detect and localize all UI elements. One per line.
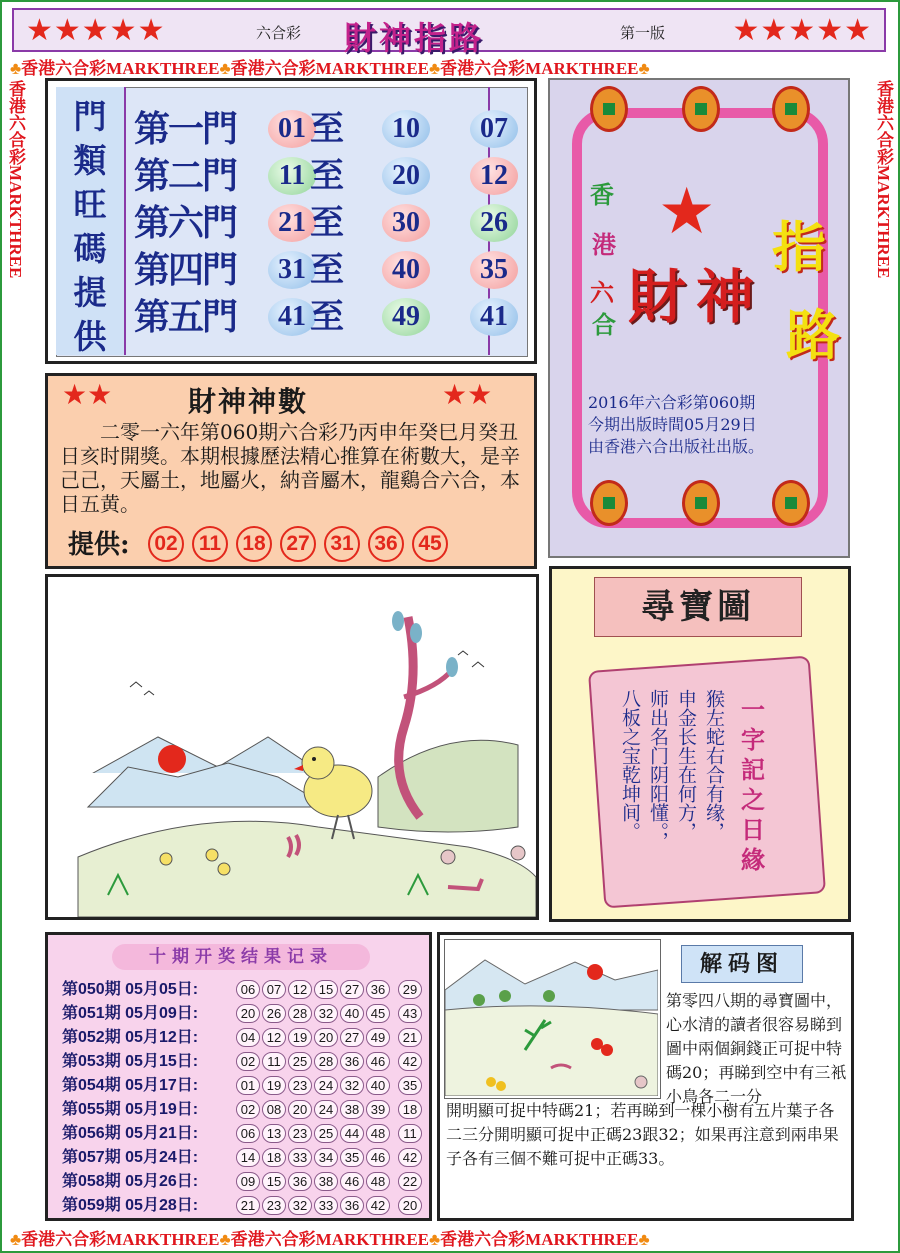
- record-number: 36: [366, 980, 390, 999]
- record-label: 第051期 05月09日:: [62, 1005, 199, 1022]
- record-special-number: 22: [398, 1172, 422, 1191]
- star-icon: ★: [658, 175, 716, 249]
- record-number: 39: [366, 1100, 390, 1119]
- header-bar: [12, 8, 886, 57]
- door-from: 31: [268, 251, 316, 289]
- record-special-number: 21: [398, 1028, 422, 1047]
- door-pick: 12: [470, 157, 518, 195]
- door-to-word: 至: [310, 250, 344, 290]
- record-number: 27: [340, 980, 364, 999]
- record-number: 07: [262, 980, 286, 999]
- record-number: 28: [288, 1004, 312, 1023]
- record-label: 第056期 05月21日:: [62, 1125, 199, 1142]
- record-number: 15: [314, 980, 338, 999]
- record-number: 33: [288, 1148, 312, 1167]
- record-number: 24: [314, 1100, 338, 1119]
- lucky-number: 36: [368, 526, 404, 562]
- lottery-name: 六合彩: [256, 24, 302, 42]
- provide-label: 提供:: [68, 530, 130, 560]
- door-numbers-box: [45, 78, 537, 364]
- door-name: 第六門: [134, 202, 237, 244]
- coin-icon: [772, 480, 810, 526]
- record-number: 11: [262, 1052, 286, 1071]
- header-stars-right: ★★★★★: [732, 13, 872, 48]
- record-number: 32: [314, 1004, 338, 1023]
- record-number: 36: [340, 1196, 364, 1215]
- god-stars-left: ★★: [62, 378, 113, 411]
- god-paragraph: 二零一六年第060期六合彩乃丙申年癸巳月癸丑日亥时開獎。本期根據歷法精心推算在術數大，是辛己己，天屬土，地屬火，納音屬木，龍鷄合六合，本日五黄。: [60, 420, 520, 516]
- record-number: 38: [314, 1172, 338, 1191]
- record-number: 32: [340, 1076, 364, 1095]
- poem-line-2: 申金长生在何方，: [675, 689, 697, 841]
- page-title: 財神指路: [344, 19, 485, 57]
- record-special-number: 11: [398, 1124, 422, 1143]
- door-pick: 35: [470, 251, 518, 289]
- record-number: 49: [366, 1028, 390, 1047]
- lucky-number: 31: [324, 526, 360, 562]
- decode-title: 解码图: [681, 945, 803, 983]
- door-pick: 26: [470, 204, 518, 242]
- record-label: 第050期 05月05日:: [62, 981, 199, 998]
- poster-zhi: 指: [772, 215, 826, 279]
- record-special-number: 42: [398, 1148, 422, 1167]
- record-number: 40: [340, 1004, 364, 1023]
- record-label: 第057期 05月24日:: [62, 1149, 199, 1166]
- door-row: [134, 246, 534, 294]
- record-number: 20: [288, 1100, 312, 1119]
- record-special-number: 29: [398, 980, 422, 999]
- record-number: 13: [262, 1124, 286, 1143]
- record-label: 第054期 05月17日:: [62, 1077, 199, 1094]
- poster-info: [588, 392, 764, 458]
- treasure-map-box: [549, 566, 851, 922]
- record-number: 02: [236, 1052, 260, 1071]
- side-char: 碼: [73, 229, 107, 268]
- decode-text-upper: 第零四八期的尋寶圖中，心水清的讀者很容易睇到圖中兩個銅錢正可捉中特碼20；再睇到空中有三衹小鳥各二一分: [666, 991, 847, 1106]
- record-number: 32: [288, 1196, 312, 1215]
- door-name: 第五門: [134, 296, 237, 338]
- date-line: 今期出版時間05月29日: [588, 415, 757, 434]
- record-number: 36: [288, 1172, 312, 1191]
- door-row: [134, 152, 534, 200]
- record-label: 第053期 05月15日:: [62, 1053, 199, 1070]
- door-side-label: [56, 87, 126, 355]
- record-number: 20: [236, 1004, 260, 1023]
- god-stars-right: ★★: [442, 378, 493, 411]
- door-to-word: 至: [310, 156, 344, 196]
- record-number: 48: [366, 1124, 390, 1143]
- records-title: 十期开奖结果记录: [112, 944, 370, 970]
- lucky-number: 11: [192, 526, 228, 562]
- record-number: 25: [314, 1124, 338, 1143]
- record-number: 36: [340, 1052, 364, 1071]
- record-number: 33: [314, 1196, 338, 1215]
- record-number: 23: [288, 1076, 312, 1095]
- god-numbers-box: [45, 373, 537, 569]
- record-number: 21: [236, 1196, 260, 1215]
- side-char: 旺: [73, 185, 107, 224]
- poster-char: 香: [590, 180, 614, 209]
- coin-icon: [682, 86, 720, 132]
- record-number: 24: [314, 1076, 338, 1095]
- door-to: 10: [382, 110, 430, 148]
- side-char: 類: [73, 141, 107, 180]
- lucky-number: 02: [148, 526, 184, 562]
- record-special-number: 20: [398, 1196, 422, 1215]
- poster-shen: 神: [696, 263, 755, 331]
- door-name: 第四門: [134, 249, 237, 291]
- treasure-title: 尋寶圖: [594, 577, 802, 637]
- record-number: 18: [262, 1148, 286, 1167]
- record-number: 45: [366, 1004, 390, 1023]
- door-from: 01: [268, 110, 316, 148]
- poem-line-3: 师出名门阴阳懂。，: [647, 689, 669, 851]
- border-strip-top: ♣香港六合彩MARKTHREE♣香港六合彩MARKTHREE♣香港六合彩MARKTHREE♣: [10, 59, 650, 78]
- record-label: 第058期 05月26日:: [62, 1173, 199, 1190]
- coin-icon: [590, 86, 628, 132]
- record-number: 19: [262, 1076, 286, 1095]
- border-strip-right: 香港六合彩MARKTHREE: [874, 80, 893, 279]
- lucky-number: 27: [280, 526, 316, 562]
- record-number: 35: [340, 1148, 364, 1167]
- poster-char: 港: [592, 230, 616, 259]
- door-name: 第二門: [134, 155, 237, 197]
- record-number: 14: [236, 1148, 260, 1167]
- record-number: 48: [366, 1172, 390, 1191]
- record-number: 02: [236, 1100, 260, 1119]
- poster-lu: 路: [786, 303, 840, 367]
- door-to: 30: [382, 204, 430, 242]
- record-number: 12: [288, 980, 312, 999]
- coin-icon: [590, 480, 628, 526]
- coin-icon: [682, 480, 720, 526]
- lucky-number: 45: [412, 526, 448, 562]
- record-special-number: 43: [398, 1004, 422, 1023]
- record-number: 23: [288, 1124, 312, 1143]
- record-number: 20: [314, 1028, 338, 1047]
- record-number: 46: [366, 1148, 390, 1167]
- record-number: 06: [236, 1124, 260, 1143]
- chick-landscape-illustration: [48, 577, 536, 917]
- door-pick: 41: [470, 298, 518, 336]
- door-row: [134, 199, 534, 247]
- poster-char: 合: [592, 310, 616, 339]
- lucky-number: 18: [236, 526, 272, 562]
- door-row: [134, 293, 534, 341]
- record-label: 第052期 05月12日:: [62, 1029, 199, 1046]
- door-name: 第一門: [134, 108, 237, 150]
- record-number: 46: [366, 1052, 390, 1071]
- record-special-number: 18: [398, 1100, 422, 1119]
- door-to: 40: [382, 251, 430, 289]
- record-number: 46: [340, 1172, 364, 1191]
- door-from: 21: [268, 204, 316, 242]
- coin-icon: [772, 86, 810, 132]
- record-number: 27: [340, 1028, 364, 1047]
- decode-box: [437, 932, 854, 1221]
- door-to: 49: [382, 298, 430, 336]
- decode-landscape-illustration: [445, 940, 658, 1096]
- decode-text-lower: 開明顯可捉中特碼21；若再睇到一棵小樹有五片葉子各二三分開明顯可捉中正碼23跟32；如果再注意到兩串果子各有三個不難可捉中正碼33。: [446, 1101, 839, 1168]
- poem-key-phrase: 一字記之日緣: [741, 695, 765, 874]
- border-strip-bottom: ♣香港六合彩MARKTHREE♣香港六合彩MARKTHREE♣香港六合彩MARKTHREE♣: [10, 1230, 650, 1249]
- record-number: 09: [236, 1172, 260, 1191]
- record-special-number: 42: [398, 1052, 422, 1071]
- record-number: 34: [314, 1148, 338, 1167]
- record-number: 28: [314, 1052, 338, 1071]
- record-number: 01: [236, 1076, 260, 1095]
- record-number: 44: [340, 1124, 364, 1143]
- record-number: 12: [262, 1028, 286, 1047]
- record-number: 19: [288, 1028, 312, 1047]
- poem-line-4: 八板之宝乾坤间。: [619, 689, 641, 841]
- side-char: 供: [73, 317, 107, 356]
- record-number: 06: [236, 980, 260, 999]
- border-strip-left: 香港六合彩MARKTHREE: [6, 80, 25, 279]
- record-number: 40: [366, 1076, 390, 1095]
- record-label: 第059期 05月28日:: [62, 1197, 199, 1214]
- door-to-word: 至: [310, 203, 344, 243]
- god-title: 財神神數: [188, 385, 309, 418]
- publisher-line: 由香港六合出版社出版。: [588, 437, 765, 456]
- door-from: 11: [268, 157, 316, 195]
- puzzle-illustration: [45, 574, 539, 920]
- side-char: 門: [73, 97, 107, 136]
- record-number: 23: [262, 1196, 286, 1215]
- record-number: 04: [236, 1028, 260, 1047]
- record-number: 08: [262, 1100, 286, 1119]
- decode-illustration: [444, 939, 661, 1099]
- record-number: 38: [340, 1100, 364, 1119]
- door-pick: 07: [470, 110, 518, 148]
- edition-label: 第一版: [620, 24, 666, 42]
- record-number: 15: [262, 1172, 286, 1191]
- door-to: 20: [382, 157, 430, 195]
- side-char: 提: [73, 273, 107, 312]
- results-record-box: [45, 932, 432, 1221]
- door-row: [134, 105, 534, 153]
- poem-line-1: 猴左蛇右合有缘，: [703, 689, 725, 841]
- title-poster: [548, 78, 850, 558]
- header-stars-left: ★★★★★: [26, 13, 166, 48]
- poster-char: 六: [590, 278, 614, 307]
- record-number: 42: [366, 1196, 390, 1215]
- door-from: 41: [268, 298, 316, 336]
- door-to-word: 至: [310, 297, 344, 337]
- record-number: 25: [288, 1052, 312, 1071]
- record-special-number: 35: [398, 1076, 422, 1095]
- poster-cai: 財: [628, 263, 687, 331]
- issue-line: 2016年六合彩第060期: [588, 393, 756, 412]
- record-number: 26: [262, 1004, 286, 1023]
- door-to-word: 至: [310, 109, 344, 149]
- record-label: 第055期 05月19日:: [62, 1101, 199, 1118]
